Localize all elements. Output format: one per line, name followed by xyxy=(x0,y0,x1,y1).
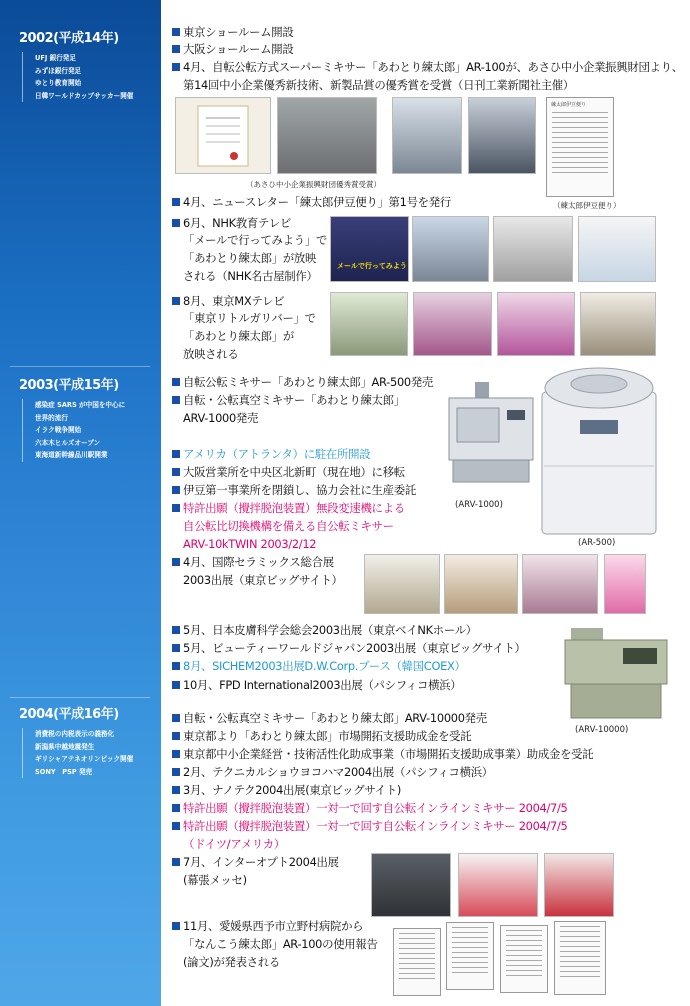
certificate-photo xyxy=(175,97,271,174)
expo-photo xyxy=(371,853,451,917)
history-item-continued: される（NHK名古屋制作） xyxy=(183,269,318,283)
bullet-icon xyxy=(172,644,180,652)
tv-scene-photo xyxy=(412,216,489,282)
history-item-continued: 「なんこう練太郎」AR-100の使用報告 xyxy=(183,937,378,951)
bullet-icon xyxy=(172,297,180,305)
world-event: 世界的流行 xyxy=(35,413,68,422)
history-item: 自転公転ミキサー「あわとり練太郎」AR-500発売 xyxy=(172,374,433,392)
expo-banner-photo xyxy=(604,554,646,614)
world-events-2002 xyxy=(22,52,170,102)
world-event: 消費税の内税表示の義務化 xyxy=(35,730,115,738)
bullet-icon xyxy=(172,198,180,206)
history-item-continued: 自公転比切換機構を備える自公転ミキサー xyxy=(183,519,394,533)
history-item: 5月、ビューティーワールドジャパン2003出展（東京ビッグサイト） xyxy=(172,640,526,658)
history-item-patent: 特許出願（攪拌脱泡装置）無段変速機による xyxy=(172,500,405,518)
history-item-sichem: 8月、SICHEM2003出展D.W.Corp.ブース（韓国COEX） xyxy=(172,658,466,676)
history-item-atlanta: アメリカ（アトランタ）に駐在所開設 xyxy=(172,446,370,464)
bullet-icon xyxy=(172,396,180,404)
bullet-icon xyxy=(172,750,180,758)
history-item-continued: (論文)が発表される xyxy=(183,955,281,969)
year-2004-heading: 2004(平成16年) xyxy=(19,707,119,722)
bullet-icon xyxy=(172,28,180,36)
bullet-icon xyxy=(172,45,180,53)
history-item-continued: (幕張メッセ) xyxy=(183,873,247,887)
world-event: UFJ 銀行発足 xyxy=(35,54,76,62)
history-item: 5月、日本皮膚科学会総会2003出展（東京ベイNKホール） xyxy=(172,622,477,640)
bullet-icon xyxy=(172,804,180,812)
history-item-continued: 「あわとり練太郎」が xyxy=(183,329,294,343)
tv-scene-photo xyxy=(578,216,656,282)
arv-1000-machine-image xyxy=(445,378,537,496)
history-item-hospital: 11月、愛媛県西予市立野村病院から xyxy=(172,918,363,936)
history-item-patent: 特許出願（攪拌脱泡装置）一対一で回す自公転インラインミキサー 2004/7/5 xyxy=(172,800,567,818)
arv-10000-caption: (ARV-10000) xyxy=(575,725,629,735)
history-item: 自転・公転真空ミキサー「あわとり練太郎」ARV-10000発売 xyxy=(172,710,487,728)
expo-photo xyxy=(444,554,518,614)
history-item: 伊豆第一事業所を閉鎖し、協力会社に生産委託 xyxy=(172,482,416,500)
bullet-icon xyxy=(172,786,180,794)
bullet-icon xyxy=(172,378,180,386)
world-event: 日韓ワールドカップサッカー開催 xyxy=(35,91,134,100)
paper-page-image xyxy=(393,928,441,996)
world-events-2004 xyxy=(22,728,170,778)
bullet-icon xyxy=(172,732,180,740)
tv-screen-photo xyxy=(330,216,409,282)
timeline-sidebar xyxy=(0,0,161,1006)
history-item: 大阪営業所を中央区北新町（現在地）に移転 xyxy=(172,464,405,482)
bullet-icon xyxy=(172,450,180,458)
tv-screen-text: メールで行ってみよう xyxy=(337,262,407,270)
history-item: 4月、自転公転方式スーパーミキサー「あわとり練太郎」AR-100が、あさひ中小企業振興財団より、 xyxy=(172,59,683,77)
tv-scene-photo xyxy=(493,216,573,282)
history-item-continued: 「東京リトルガリバー」で xyxy=(183,311,316,325)
history-item-continued: ARV-10kTWIN 2003/2/12 xyxy=(183,537,317,551)
history-item: 東京都より「あわとり練太郎」市場開拓支援助成金を受託 xyxy=(172,728,471,746)
history-item: 東京都中小企業経営・技術活性化助成事業（市場開拓支援助成事業）助成金を受託 xyxy=(172,746,593,764)
expo-photo xyxy=(458,853,538,917)
award-photo xyxy=(468,97,536,174)
expo-photo xyxy=(544,853,614,917)
world-event: SONY PSP 発売 xyxy=(35,767,93,776)
arv-10000-machine-image xyxy=(563,622,669,722)
bullet-icon xyxy=(172,626,180,634)
history-item: 自転・公転真空ミキサー「あわとり練太郎」 xyxy=(172,392,405,410)
history-item: 東京ショールーム開設 xyxy=(172,24,293,42)
history-item-continued: 第14回中小企業優秀新技術、新製品賞の優秀賞を受賞（日刊工業新聞社主催） xyxy=(183,78,574,92)
history-item-nhk: 6月、NHK教育テレビ xyxy=(172,215,291,233)
history-item: 4月、ニュースレター「練太郎伊豆便り」第1号を発行 xyxy=(172,194,451,212)
paper-page-image xyxy=(446,922,494,990)
expo-photo xyxy=(522,554,598,614)
arv-1000-caption: (ARV-1000) xyxy=(455,500,503,510)
newsletter-caption: （練太郎伊豆便り） xyxy=(553,201,621,210)
history-item-patent: 特許出願（攪拌脱泡装置）一対一で回す自公転インラインミキサー 2004/7/5 xyxy=(172,818,567,836)
bullet-icon xyxy=(172,558,180,566)
world-event: みずほ銀行発足 xyxy=(35,66,82,75)
history-item-continued: （ドイツ/アメリカ） xyxy=(183,837,285,851)
award-photo xyxy=(392,97,462,174)
bullet-icon xyxy=(172,504,180,512)
world-event: 六本木ヒルズオープン xyxy=(35,438,101,447)
paper-page-image xyxy=(554,921,606,995)
bullet-icon xyxy=(172,681,180,689)
history-item-mx: 8月、東京MXテレビ xyxy=(172,293,284,311)
history-item-continued: 2003出展（東京ビッグサイト） xyxy=(183,573,343,587)
tv-scene-photo xyxy=(497,292,575,356)
world-event: 感染症 SARS が中国を中心に xyxy=(35,401,126,409)
history-item: 10月、FPD International2003出展（パシフィコ横浜） xyxy=(172,677,461,695)
history-item-continued: ARV-1000発売 xyxy=(183,411,259,425)
tv-scene-photo xyxy=(580,292,656,356)
history-item: 2月、テクニカルショウヨコハマ2004出展（パシフィコ横浜） xyxy=(172,764,493,782)
world-events-2003 xyxy=(22,399,170,462)
history-item: 4月、国際セラミックス総合展 xyxy=(172,554,334,572)
history-item-continued: 「あわとり練太郎」が放映 xyxy=(183,251,317,265)
newsletter-image xyxy=(546,97,614,197)
bullet-icon xyxy=(172,486,180,494)
history-item-continued: 放映される xyxy=(183,347,239,361)
divider xyxy=(10,366,150,367)
world-event: 東海道新幹線品川駅開業 xyxy=(35,451,108,459)
history-item: 7月、インターオプト2004出展 xyxy=(172,854,339,872)
history-item-continued: 「メールで行ってみよう」で xyxy=(183,233,327,247)
newsletter-title: 練太郎伊豆便り xyxy=(551,102,587,108)
bullet-icon xyxy=(172,768,180,776)
history-item: 大阪ショールーム開設 xyxy=(172,41,293,59)
ar-500-machine-image xyxy=(540,366,658,536)
bullet-icon xyxy=(172,662,180,670)
bullet-icon xyxy=(172,822,180,830)
award-ceremony-photo xyxy=(277,97,377,174)
bullet-icon xyxy=(172,922,180,930)
bullet-icon xyxy=(172,63,180,71)
world-event: ギリシャアテネオリンピック開催 xyxy=(35,755,134,763)
year-2002-heading: 2002(平成14年) xyxy=(19,31,119,46)
bullet-icon xyxy=(172,858,180,866)
history-item: 3月、ナノテク2004出展(東京ビッグサイト) xyxy=(172,782,401,800)
divider xyxy=(10,697,150,698)
award-caption: （あさひ中小企業振興財団優秀賞受賞） xyxy=(246,180,381,189)
tv-scene-photo xyxy=(413,292,492,356)
certificate-icon xyxy=(176,98,270,173)
year-2003-heading: 2003(平成15年) xyxy=(19,378,119,393)
bullet-icon xyxy=(172,219,180,227)
paper-page-image xyxy=(500,925,548,993)
world-event: 新潟県中越地震発生 xyxy=(35,742,95,751)
world-event: ゆとり教育開始 xyxy=(35,79,82,87)
world-event: イラク戦争開始 xyxy=(35,426,82,434)
tv-scene-photo xyxy=(330,292,408,356)
bullet-icon xyxy=(172,468,180,476)
bullet-icon xyxy=(172,714,180,722)
ar-500-caption: (AR-500) xyxy=(578,538,616,548)
expo-photo xyxy=(364,554,440,614)
